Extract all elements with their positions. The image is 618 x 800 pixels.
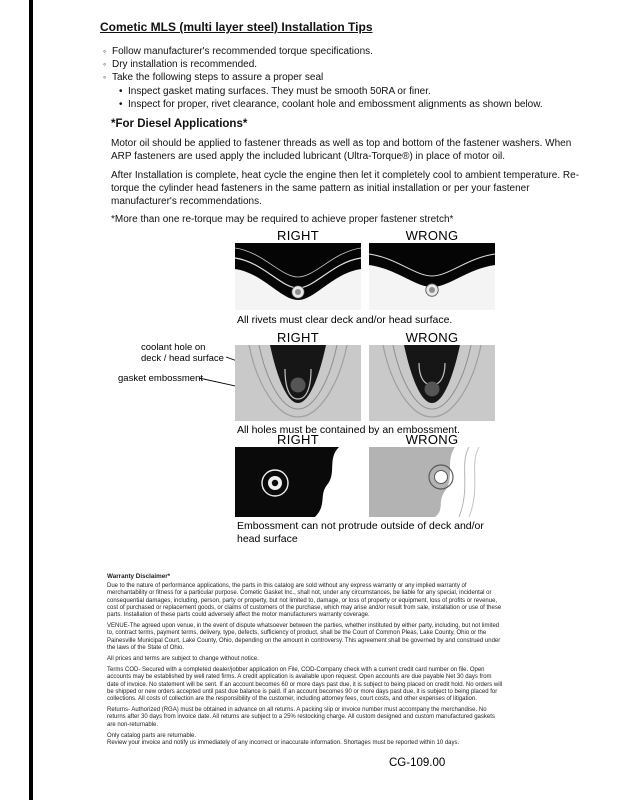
disclaimer-paragraph: VENUE-The agreed upon venue, in the event of dispute whatsoever between the parties, whether instituted by either party, including, but not limited to, contract terms, payment terms, delivery, type, defects, sufficiency of product, shall be the Court of Common Pleas, Lake County, Ohio or the Painesville Municipal Court, Lake County, Ohio, depending on the amount in controversy. This agreement shall be governed by and construed under the laws of the State of Ohio. [107, 623, 501, 651]
disclaimer-paragraph: Review your invoice and notify us immediately of any incorrect or inaccurate information. Shortages must be reported within 10 days. [107, 740, 460, 747]
gasket-embossment-annotation: gasket embossment [118, 373, 204, 384]
page-title: Cometic MLS (multi layer steel) Installation Tips [100, 20, 373, 34]
row3-caption: Embossment can not protrude outside of deck and/or head surface [237, 520, 484, 545]
tips-list [103, 45, 589, 84]
coolant-hole-icon [425, 382, 440, 397]
disclaimer-paragraph: All prices and terms are subject to change without notice. [107, 656, 259, 663]
embossment-edge-wrong-graphic [369, 447, 495, 517]
diesel-applications-heading: *For Diesel Applications* [111, 118, 248, 130]
page-edge-bar [29, 0, 33, 800]
rivet-center [295, 289, 301, 295]
tip-subitem [119, 98, 589, 111]
tip-text: ◦ Follow manufacturer's recommended torque specifications. [112, 46, 373, 57]
hole-center [272, 480, 278, 486]
tip-text: ◦ Take the following steps to assure a proper seal [112, 72, 324, 83]
diesel-paragraph-1: Motor oil should be applied to fastener threads as well as top and bottom of the fastener washers. When ARP fasteners are used apply the included lubricant (Ultra-Torque®) in place of motor oil. [111, 138, 572, 162]
disclaimer-paragraph: Returns- Authorized (RGA) must be obtained in advance on all returns. A packing slip or invoice number must accompany the merchandise. No returns after 30 days from invoice date. All returns are subject to a 25% restocking charge. All custom designed and custom manufactured gaskets are non-returnable. [107, 707, 495, 728]
document-number: CG-109.00 [389, 757, 446, 769]
hole-embossment-wrong-graphic [369, 345, 495, 421]
tip-subtext: • Inspect gasket mating surfaces. They must be smooth 50RA or finer. [128, 86, 431, 97]
warranty-disclaimer [107, 573, 503, 751]
disclaimer-paragraph: Terms COD- Secured with a completed dealer/jobber application on File, COD-Company check with a current credit card number on file. Open accounts may be established by well rated firms. A credit application is available upon request. Open accounts are due payable Net 30 days from date of invoice. No statement will be sent. If an account becomes 60 or more days past due, it is subject to being placed on credit hold. No orders will be shipped or new orders accepted until past due balance is paid. If an account becomes 90 or more days past due, it is subject to being placed for collections. All costs of collection are the responsibility of the customer, including attorney fees, court costs, and other expenses of litigation. [107, 667, 503, 703]
tip-subtext: • Inspect for proper, rivet clearance, coolant hole and embossment alignments as shown below. [128, 99, 543, 110]
rivet-clearance-wrong-diagram [369, 243, 495, 310]
tip-item [103, 71, 589, 84]
row2-caption: All holes must be contained by an embossment. [237, 424, 460, 436]
row2-right-label: RIGHT [277, 330, 319, 345]
tip-item [103, 45, 589, 58]
row1-caption: All rivets must clear deck and/or head surface. [237, 314, 453, 326]
row1-wrong-label: WRONG [405, 228, 459, 243]
embossment-edge-right-diagram [235, 447, 361, 517]
rivet-clearance-right-diagram [235, 243, 361, 310]
row1-right-label: RIGHT [277, 228, 319, 243]
coolant-hole-icon [291, 378, 306, 393]
embossment-edge-right-graphic [235, 447, 361, 517]
coolant-annotation-line2: deck / head surface [141, 353, 224, 364]
hole-embossment-wrong-diagram [369, 345, 495, 421]
row3-wrong-label: WRONG [405, 432, 459, 447]
rivet-clearance-right-graphic [235, 243, 361, 310]
disclaimer-paragraph: Due to the nature of performance applications, the parts in this catalog are sold without any express warranty or any implied warranty of merchantability or fitness for a particular purpose. Cometic Gasket Inc., shall not, under any circumstances, be liable for any special, incidental or consequential damages, including, person, party or property, but not limited to, damage, or loss of property or equipment, loss of profits or revenue, cost of purchased or replacement goods, or claims of customers of the purchase, which may arise and/or result from sale, installation or use of these parts. Installation of these parts could adversely affect the motor manufacturers warranty coverage. [107, 583, 502, 619]
coolant-annotation-line1: coolant hole on [141, 342, 206, 353]
tip-item [103, 58, 589, 71]
tip-text: ◦ Dry installation is recommended. [112, 59, 258, 70]
disclaimer-heading: Warranty Disclaimer* [107, 573, 171, 580]
hole-embossment-right-diagram [235, 345, 361, 421]
row3-right-label: RIGHT [277, 432, 319, 447]
tips-sublist [119, 85, 589, 111]
disclaimer-paragraph: Only catalog parts are returnable. [107, 732, 197, 739]
rivet-center [429, 287, 435, 293]
embossment-edge-wrong-diagram [369, 447, 495, 517]
rivet-clearance-wrong-graphic [369, 243, 495, 310]
tip-subitem [119, 85, 589, 98]
hole-icon [435, 471, 448, 484]
diesel-paragraph-2: After Installation is complete, heat cycle the engine then let it completely cool to ambient temperature. Re-torque the cylinder head fasteners in the same pattern as initial installation or per your fastener manufacturer's recommendations. [111, 170, 580, 207]
hole-embossment-right-graphic [235, 345, 361, 421]
row2-wrong-label: WRONG [405, 330, 459, 345]
retorque-note: *More than one re-torque may be required to achieve proper fastener stretch* [111, 214, 454, 225]
